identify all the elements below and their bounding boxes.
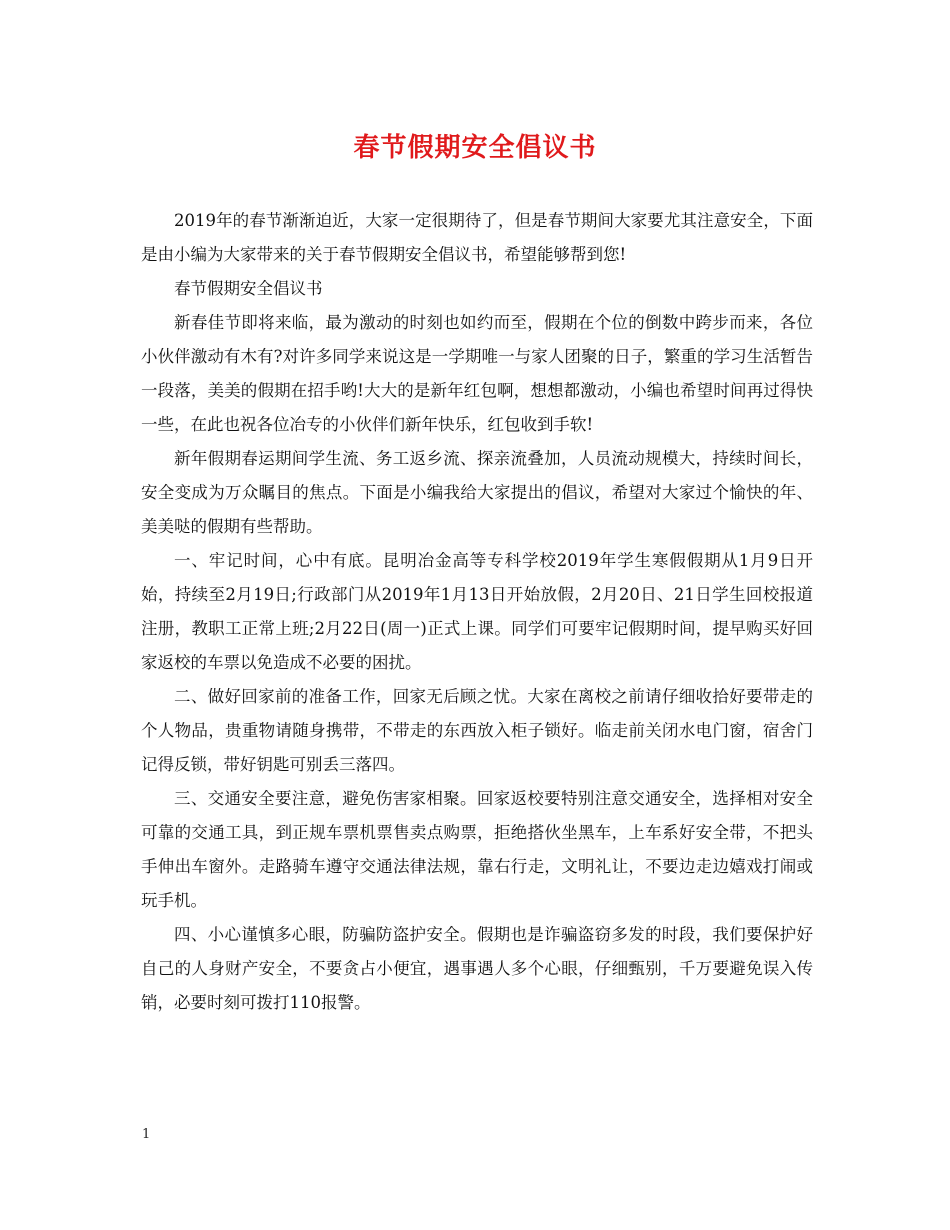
document-title: 春节假期安全倡议书: [353, 133, 597, 163]
body-paragraph: 一、牢记时间，心中有底。昆明冶金高等专科学校2019年学生寒假假期从1月9日开始，持续至2月19日;行政部门从2019年1月13日开始放假，2月20日、21日学生回校报道注册，教职工正常上班;2月22日(周一)正式上课。同学们可要牢记假期时间，提早购买好回家返校的车票以免造成不必要的困扰。: [141, 551, 813, 672]
page-number: 1: [142, 1127, 151, 1142]
body-paragraph: 四、小心谨慎多心眼，防骗防盗护安全。假期也是诈骗盗窃多发的时段，我们要保护好自己的人身财产安全，不要贪占小便宜，遇事遇人多个心眼，仔细甄别，千万要避免误入传销，必要时刻可拨打110报警。: [141, 925, 813, 1012]
body-paragraph: 新春佳节即将来临，最为激动的时刻也如约而至，假期在个位的倒数中跨步而来，各位小伙伴激动有木有?对许多同学来说这是一学期唯一与家人团聚的日子，繁重的学习生活暂告一段落，美美的假期在招手哟!大大的是新年红包啊，想想都激动，小编也希望时间再过得快一些，在此也祝各位冶专的小伙伴们新年快乐，红包收到手软!: [141, 313, 813, 434]
body-paragraph: 二、做好回家前的准备工作，回家无后顾之忧。大家在离校之前请仔细收拾好要带走的个人物品，贵重物请随身携带，不带走的东西放入柜子锁好。临走前关闭水电门窗，宿舍门记得反锁，带好钥匙可别丢三落四。: [141, 687, 813, 774]
intro-paragraph: 2019年的春节渐渐迫近，大家一定很期待了，但是春节期间大家要尤其注意安全，下面是由小编为大家带来的关于春节假期安全倡议书，希望能够帮到您!: [141, 211, 813, 264]
body-paragraph: 新年假期春运期间学生流、务工返乡流、探亲流叠加，人员流动规模大，持续时间长，安全变成为万众瞩目的焦点。下面是小编我给大家提出的倡议，希望对大家过个愉快的年、美美哒的假期有些帮助。: [141, 449, 813, 536]
body-paragraph: 三、交通安全要注意，避免伤害家相聚。回家返校要特别注意交通安全，选择相对安全可靠的交通工具，到正规车票机票售卖点购票，拒绝搭伙坐黑车，上车系好安全带，不把头手伸出车窗外。走路骑车遵守交通法律法规，靠右行走，文明礼让，不要边走边嬉戏打闹或玩手机。: [141, 789, 813, 910]
subheading-paragraph: 春节假期安全倡议书: [174, 279, 323, 298]
document-body: [141, 204, 813, 1020]
